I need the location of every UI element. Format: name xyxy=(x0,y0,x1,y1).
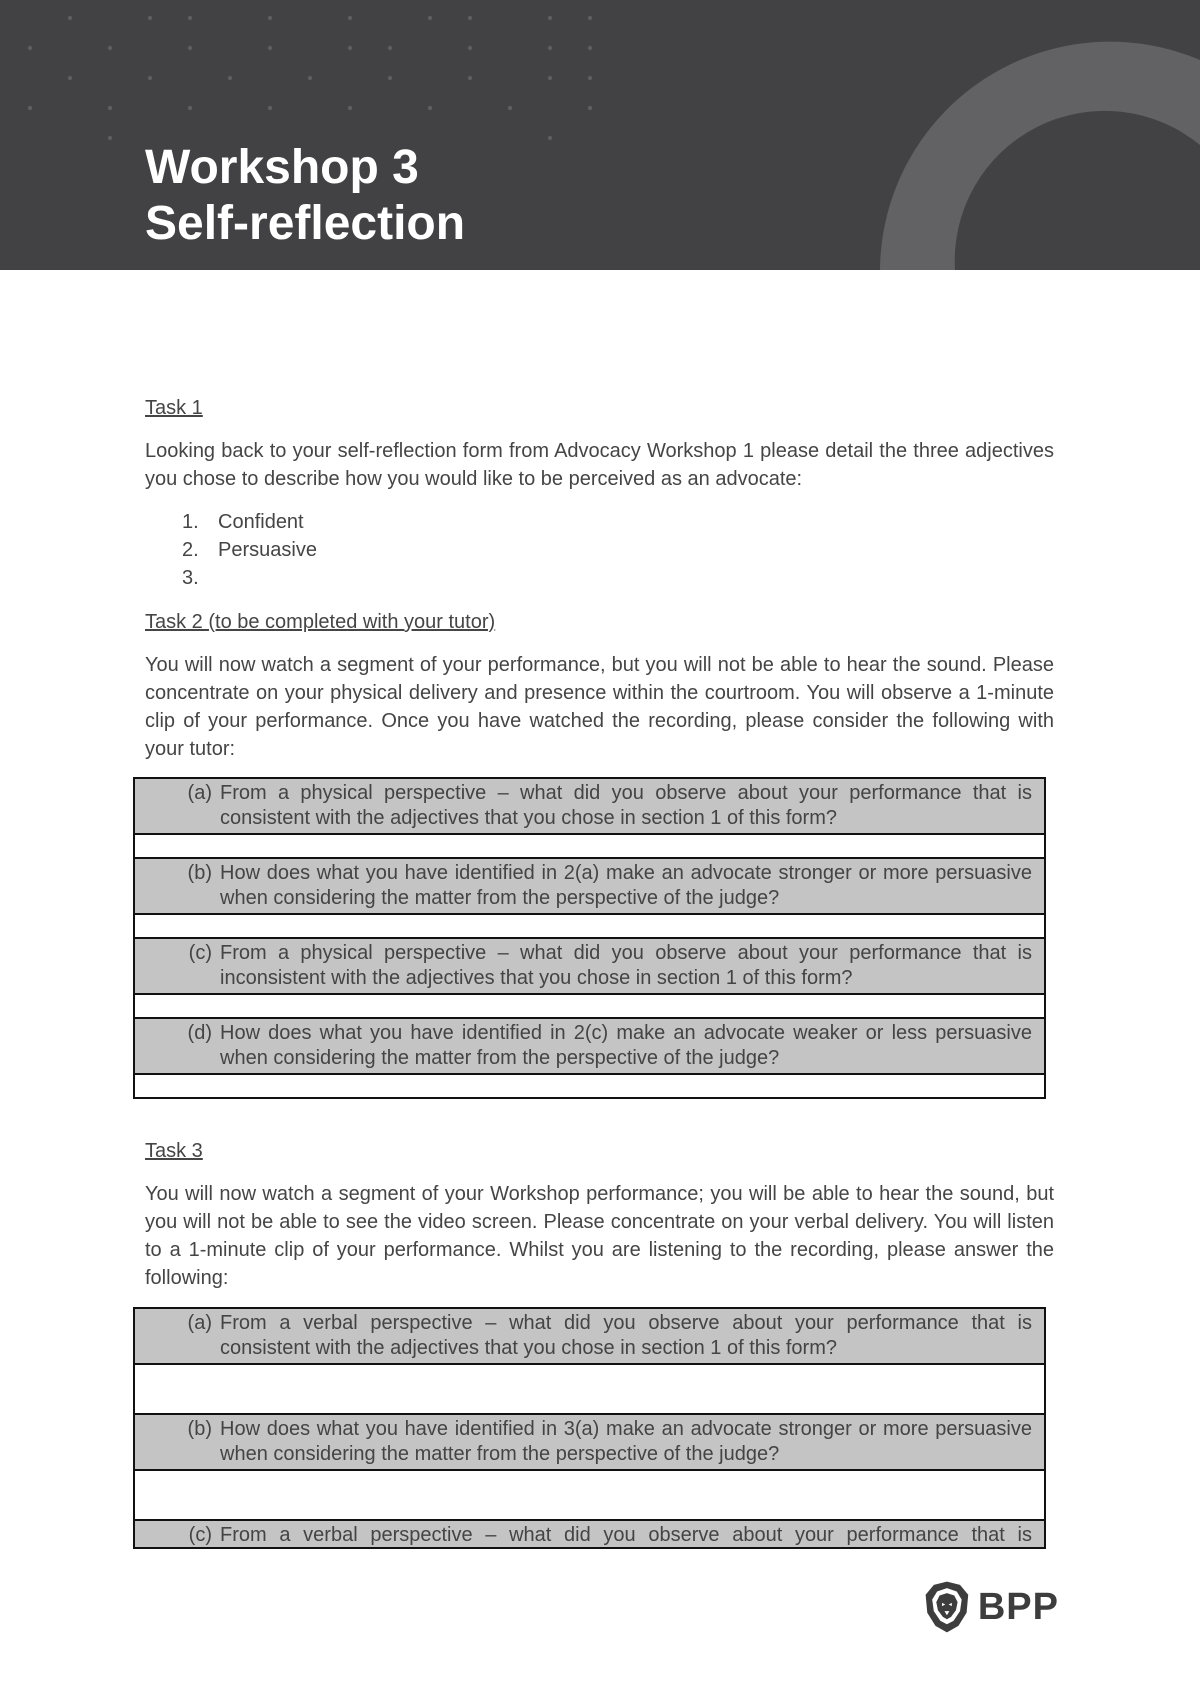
list-number: 3. xyxy=(182,567,199,589)
question-text: How does what you have identified in 2(c) make an advocate weaker or less persuasive when considering the matter from the perspective of the judge? xyxy=(220,1022,1032,1069)
table-row[interactable] xyxy=(134,1364,1045,1414)
table-row xyxy=(134,1520,1045,1548)
answer-cell[interactable] xyxy=(134,1364,1045,1414)
question-letter: (b) xyxy=(187,862,212,884)
list-number: 1. xyxy=(182,511,199,533)
task2-section xyxy=(145,608,1054,763)
table-row xyxy=(134,1414,1045,1470)
question-letter: (a) xyxy=(187,782,212,804)
list-number: 2. xyxy=(182,539,199,561)
task3-intro: You will now watch a segment of your Workshop performance; you will be able to hear the sound, but you will not be able to see the video screen. Please concentrate on your verbal delivery. You will listen to a 1-minute clip of your performance. Whilst you are listening to the recording, please answer the following: xyxy=(145,1183,1054,1289)
bpp-logo xyxy=(924,1572,1059,1642)
question-letter: (b) xyxy=(187,1418,212,1440)
answer-cell[interactable] xyxy=(134,914,1045,938)
question-text: How does what you have identified in 2(a) make an advocate stronger or more persuasive when considering the matter from the perspective of the judge? xyxy=(220,862,1032,909)
table-row xyxy=(134,1018,1045,1074)
answer-cell[interactable] xyxy=(134,994,1045,1018)
lion-head-icon xyxy=(924,1574,970,1640)
page-title xyxy=(145,140,465,252)
answer-cell[interactable] xyxy=(134,1074,1045,1098)
question-text: How does what you have identified in 3(a) make an advocate stronger or more persuasive when considering the matter from the perspective of the judge? xyxy=(220,1418,1032,1465)
table-row[interactable] xyxy=(134,1470,1045,1520)
title-line-2: Self-reflection xyxy=(145,197,466,250)
task3-question-table xyxy=(133,1307,1046,1549)
answer-cell[interactable] xyxy=(134,834,1045,858)
task2-intro: You will now watch a segment of your performance, but you will not be able to hear the sound. Please concentrate on your physical delivery and presence within the courtroom. You will observe a 1-minute clip of your performance. Once you have watched the recording, please consider the following with your tutor: xyxy=(145,654,1054,760)
question-letter: (d) xyxy=(187,1022,212,1044)
task3-heading: Task 3 xyxy=(145,1140,203,1162)
list-item xyxy=(145,564,1054,592)
adjective-text: Persuasive xyxy=(218,539,317,561)
title-line-1: Workshop 3 xyxy=(145,141,419,194)
task3-section xyxy=(145,1137,1054,1292)
question-text: From a verbal perspective – what did you observe about your performance that is xyxy=(220,1524,1032,1546)
answer-cell[interactable] xyxy=(134,1470,1045,1520)
task1-heading: Task 1 xyxy=(145,397,203,419)
task1-section xyxy=(145,394,1054,592)
table-row[interactable] xyxy=(134,834,1045,858)
table-row xyxy=(134,778,1045,834)
question-text: From a verbal perspective – what did you observe about your performance that is consistent with the adjectives that you chose in section 1 of this form? xyxy=(220,1312,1032,1359)
adjective-text: Confident xyxy=(218,511,304,533)
list-item xyxy=(145,508,1054,536)
task1-intro: Looking back to your self-reflection form from Advocacy Workshop 1 please detail the three adjectives you chose to describe how you would like to be perceived as an advocate: xyxy=(145,440,1054,490)
task2-heading: Task 2 (to be completed with your tutor) xyxy=(145,611,496,633)
table-row[interactable] xyxy=(134,914,1045,938)
header-banner xyxy=(0,0,1200,270)
table-row xyxy=(134,1308,1045,1364)
question-letter: (a) xyxy=(187,1312,212,1334)
question-text: From a physical perspective – what did you observe about your performance that is inconsistent with the adjectives that you chose in section 1 of this form? xyxy=(220,942,1032,989)
table-row[interactable] xyxy=(134,994,1045,1018)
task2-question-table xyxy=(133,777,1046,1099)
list-item xyxy=(145,536,1054,564)
question-text: From a physical perspective – what did you observe about your performance that is consistent with the adjectives that you chose in section 1 of this form? xyxy=(220,782,1032,829)
logo-wordmark: BPP xyxy=(977,1585,1059,1628)
question-letter: (c) xyxy=(188,1524,212,1546)
table-row xyxy=(134,858,1045,914)
adjective-list xyxy=(145,508,1054,592)
question-letter: (c) xyxy=(188,942,212,964)
table-row[interactable] xyxy=(134,1074,1045,1098)
table-row xyxy=(134,938,1045,994)
